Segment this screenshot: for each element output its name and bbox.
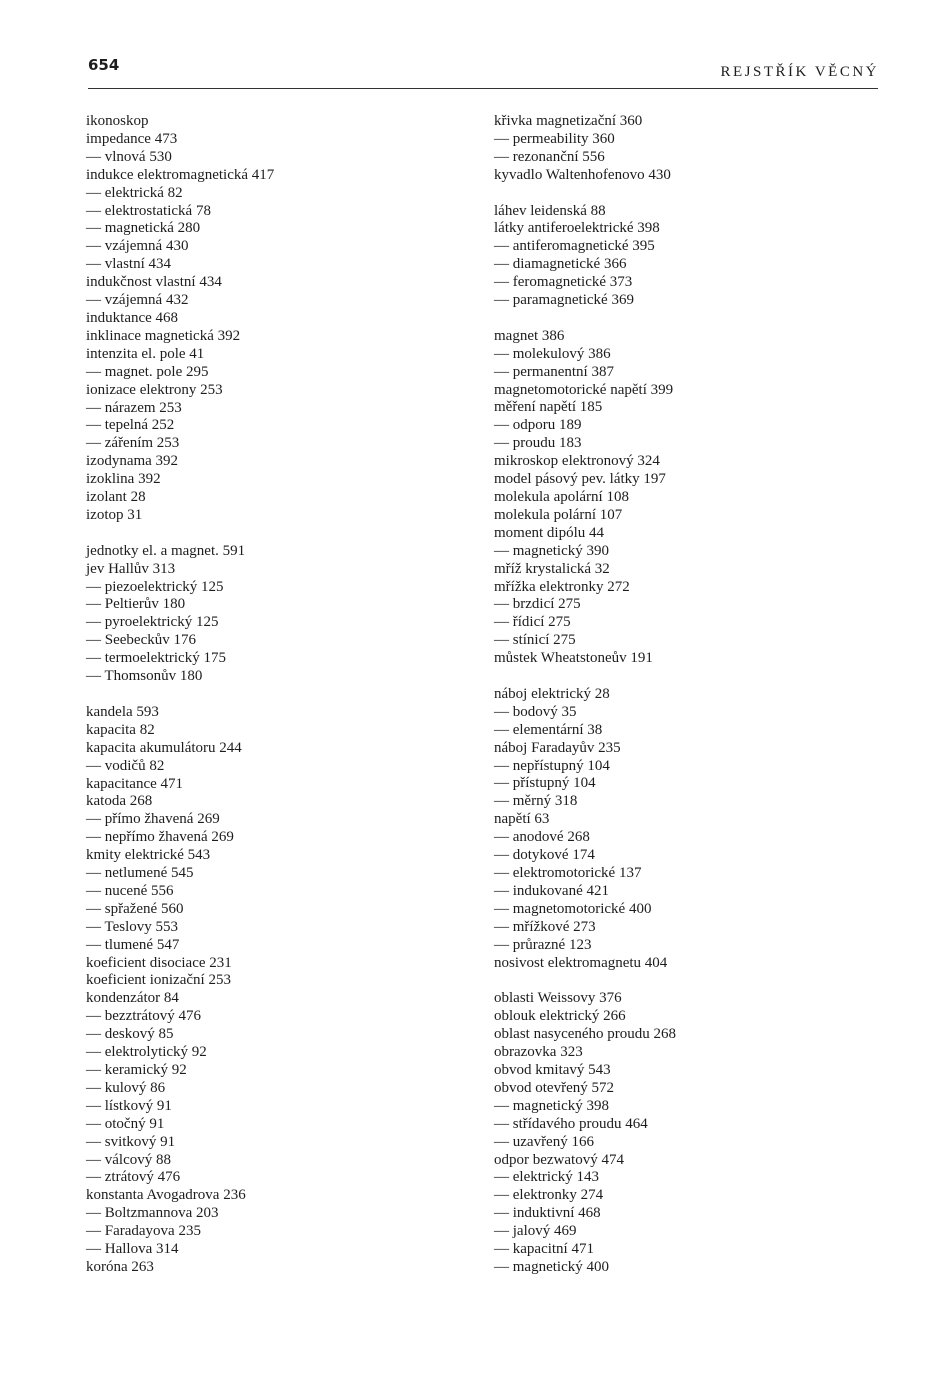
index-entry: kapacitance 471 [86,775,184,792]
index-entry: izoklina 392 [86,471,161,488]
index-entry: — bezztrátový 476 [86,1008,201,1025]
index-entry: mřížka elektronky 272 [494,578,630,595]
section-gap [86,525,446,543]
index-entry: — vlnová 530 [86,148,172,165]
index-entry: oblast nasyceného proudu 268 [494,1026,677,1043]
index-entry: izolant 28 [86,489,146,506]
index-entry: — magnet. pole 295 [86,363,209,380]
index-entry: — vzájemná 432 [86,292,189,309]
index-entry: — elektromotorické 137 [494,865,642,882]
section-gap [86,686,446,704]
index-entry: — lístkový 91 [86,1097,172,1114]
page-number: 654 [88,56,120,74]
index-entry: — indukované 421 [494,882,609,899]
index-entry: — nepřístupný 104 [494,757,610,774]
header-rule [88,88,878,89]
index-entry: — stínicí 275 [494,632,576,649]
index-entry: intenzita el. pole 41 [86,345,205,362]
index-entry: — elektronky 274 [494,1187,604,1204]
index-entry: náboj Faradayův 235 [494,739,621,756]
index-entry: indukčnost vlastní 434 [86,274,222,291]
section-gap [494,185,884,203]
index-entry: — zářením 253 [86,435,180,452]
index-entry: izodynama 392 [86,453,179,470]
index-entry: — pyroelektrický 125 [86,614,219,631]
index-entry: — přístupný 104 [494,775,596,792]
index-entry: magnet 386 [494,327,565,344]
index-entry: obvod kmitavý 543 [494,1061,611,1078]
index-entry: — magnetomotorické 400 [494,900,652,917]
index-entry: molekula apolární 108 [494,489,629,505]
index-entry: ikonoskop [86,113,149,129]
index-entry: napětí 63 [494,811,550,828]
index-entry: — jalový 469 [494,1223,577,1240]
index-entry: — magnetický 400 [494,1258,609,1275]
index-entry: — paramagnetické 369 [494,292,634,309]
section-gap [494,972,884,990]
index-entry: obvod otevřený 572 [494,1079,614,1096]
index-entry: — dotykové 174 [494,847,595,864]
section-gap [494,668,884,686]
index-entry: — průrazné 123 [494,936,592,953]
index-entry: — Hallova 314 [86,1241,179,1258]
index-entry: — Thomsonův 180 [86,668,203,685]
index-entry: — kapacitní 471 [494,1241,594,1258]
index-entry: — elektrolytický 92 [86,1044,207,1061]
index-entry: — Peltierův 180 [86,596,186,613]
index-entry: — proudu 183 [494,435,582,452]
index-entry: induktance 468 [86,309,179,326]
index-entry: mikroskop elektronový 324 [494,453,660,470]
index-column-left [86,113,446,1277]
index-entry: křivka magnetizační 360 [494,113,643,129]
index-entry: můstek Wheatstoneův 191 [494,650,653,667]
index-entry: — elektrická 82 [86,184,183,201]
index-entry: — otočný 91 [86,1115,165,1132]
section-gap [494,310,884,328]
index-column-right [494,113,884,1277]
index-entry: — přímo žhavená 269 [86,811,220,828]
index-entry: magnetomotorické napětí 399 [494,381,674,398]
index-entry: odpor bezwatový 474 [494,1151,624,1168]
index-entry: — nárazem 253 [86,399,182,416]
index-entry: — keramický 92 [86,1062,187,1078]
index-entry: látky antiferoelektrické 398 [494,220,660,237]
index-entry: — diamagnetické 366 [494,256,627,273]
index-entry: — Seebeckův 176 [86,632,196,649]
index-entry: inklinace magnetická 392 [86,327,241,344]
index-entry: — vlastní 434 [86,256,171,273]
index-entry: — měrný 318 [494,793,578,810]
index-entry: kandela 593 [86,703,159,720]
index-entry: katoda 268 [86,793,153,810]
index-entry: měření napětí 185 [494,399,603,416]
index-entry: — piezoelektrický 125 [86,578,224,595]
index-entry: — odporu 189 [494,417,582,434]
index-entry: — nepřímo žhavená 269 [86,829,234,846]
index-entry: — kulový 86 [86,1079,166,1096]
index-entry: mříž krystalická 32 [494,560,610,577]
index-entry: — magnetická 280 [86,220,201,237]
index-entry: nosivost elektromagnetu 404 [494,954,668,971]
index-entry: konstanta Avogadrova 236 [86,1187,246,1204]
index-entry: — permeability 360 [494,130,615,147]
index-entry: — bodový 35 [494,703,577,720]
index-entry: izotop 31 [86,506,143,523]
index-entry: — permanentní 387 [494,363,614,380]
index-entry: láhev leidenská 88 [494,202,606,219]
index-entry: — termoelektrický 175 [86,650,226,667]
index-entry: koeficient ionizační 253 [86,972,231,989]
index-entry: — induktivní 468 [494,1205,601,1222]
index-entry: moment dipólu 44 [494,524,604,541]
index-entry: — Faradayova 235 [86,1223,201,1240]
index-entry: náboj elektrický 28 [494,685,610,702]
index-entry: kmity elektrické 543 [86,847,211,864]
index-entry: obrazovka 323 [494,1044,583,1061]
index-entry: oblasti Weissovy 376 [494,990,622,1007]
index-entry: jev Hallův 313 [86,560,176,577]
index-entry: impedance 473 [86,130,178,147]
index-entry: kapacita akumulátoru 244 [86,739,242,756]
index-entry: — vodičů 82 [86,757,165,774]
index-entry: — Teslovy 553 [86,918,179,935]
index-entry: — Boltzmannova 203 [86,1205,219,1222]
index-entry: — uzavřený 166 [494,1133,594,1150]
index-entry: koeficient disociace 231 [86,954,232,971]
index-entry: — feromagnetické 373 [494,274,633,291]
index-entry: — deskový 85 [86,1026,174,1043]
index-entry: — netlumené 545 [86,865,194,882]
index-entry: — ztrátový 476 [86,1169,181,1186]
index-entry: — magnetický 398 [494,1097,609,1114]
index-entry: — brzdicí 275 [494,596,581,613]
index-entry: — anodové 268 [494,829,590,846]
index-entry: — rezonanční 556 [494,148,605,165]
index-entry: — elementární 38 [494,721,603,738]
index-entry: oblouk elektrický 266 [494,1008,626,1025]
index-entry: — nucené 556 [86,882,174,899]
index-entry: ionizace elektrony 253 [86,381,223,398]
index-entry: — tlumené 547 [86,936,180,953]
index-entry: kapacita 82 [86,721,155,738]
index-entry: — elektrický 143 [494,1169,599,1186]
index-entry: — molekulový 386 [494,345,611,362]
index-entry: — antiferomagnetické 395 [494,238,655,255]
index-entry: — tepelná 252 [86,417,175,434]
index-entry: koróna 263 [86,1258,154,1275]
page-header-title: REJSTŘÍK VĚCNÝ [720,64,879,80]
index-entry: kondenzátor 84 [86,990,179,1007]
index-entry: — elektrostatická 78 [86,202,211,219]
index-entry: — mřížkové 273 [494,918,596,935]
index-entry: molekula polární 107 [494,506,623,523]
index-entry: indukce elektromagnetická 417 [86,166,275,183]
index-entry: — svitkový 91 [86,1133,176,1150]
index-entry: — spřažené 560 [86,900,184,917]
index-entry: — řídicí 275 [494,614,571,631]
index-entry: — magnetický 390 [494,542,609,559]
index-entry: — střídavého proudu 464 [494,1115,648,1132]
index-entry: kyvadlo Waltenhofenovo 430 [494,166,671,183]
index-entry: jednotky el. a magnet. 591 [86,542,246,559]
index-entry: — válcový 88 [86,1151,171,1168]
index-entry: — vzájemná 430 [86,238,189,255]
index-entry: model pásový pev. látky 197 [494,471,666,488]
